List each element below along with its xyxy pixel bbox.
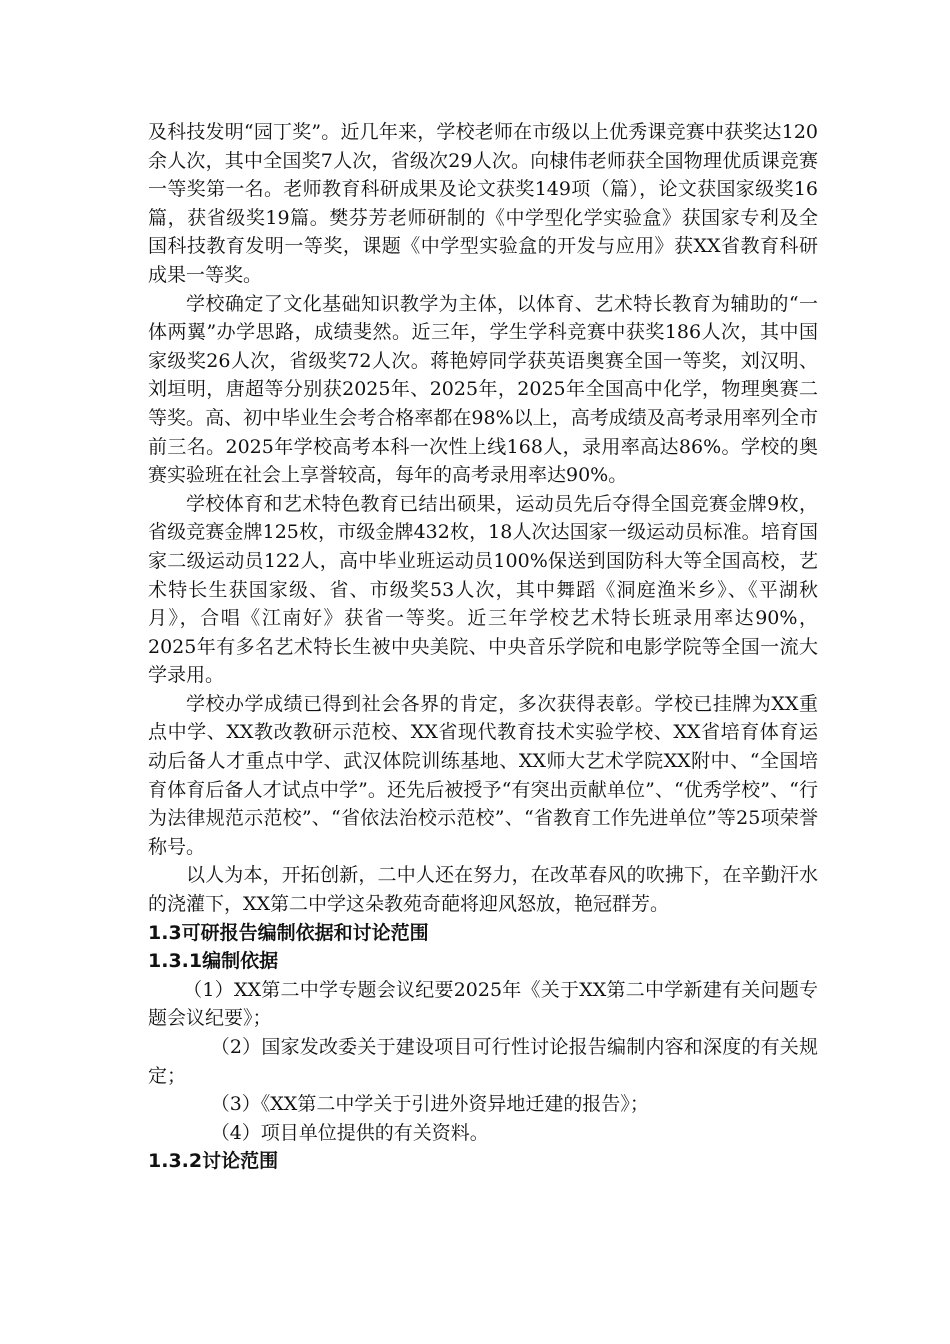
body-paragraph-sports-arts: 学校体育和艺术特色教育已结出硕果，运动员先后夺得全国竞赛金牌9枚，省级竞赛金牌125枚，市级金牌432枚，18人次达国家一级运动员标准。培育国家二级运动员122人，高中毕业班运动员100%保送到国防科大等全国高校，艺术特长生获国家级、省、市级奖53人次，其中舞蹈《洞庭渔米乡》、《平湖秋月》，合唱《江南好》获省一等奖。近三年学校艺术特长班录用率达90%，2025年有多名艺术特长生被中央美院、中央音乐学院和电影学院等全国一流大学录用。 (148, 492, 818, 687)
body-paragraph-outlook: 以人为本，开拓创新，二中人还在努力，在改革春风的吹拂下，在辛勤汗水的浇灌下，XX第二中学这朵教苑奇葩将迎风怒放，艳冠群芳。 (148, 864, 818, 916)
body-paragraph-awards: 及科技发明“园丁奖”。近几年来，学校老师在市级以上优秀课竞赛中获奖达120余人次，其中全国奖7人次，省级次29人次。向棣伟老师获全国物理优质课竞赛一等奖第一名。老师教育科研成果及论文获奖149项（篇），论文获国家级奖16篇，获省级奖19篇。樊芬芳老师研制的《中学型化学实验盒》获国家专利及全国科技教育发明一等奖，课题《中学型实验盒的开发与应用》获XX省教育科研成果一等奖。 (148, 121, 818, 286)
subsection-heading-scope: 1.3.2讨论范围 (148, 1150, 279, 1173)
subsection-heading-basis: 1.3.1编制依据 (148, 950, 279, 973)
body-paragraph-honors: 学校办学成绩已得到社会各界的肯定，多次获得表彰。学校已挂牌为XX重点中学、XX教改教研示范校、XX省现代教育技术实验学校、XX省培育体育运动后备人才重点中学、武汉体院训练基地、XX师大艺术学院XX附中、“全国培育体育后备人才试点中学”。还先后被授予“有突出贡献单位”、“优秀学校”、“行为法律规范示范校”、“省依法治校示范校”、“省教育工作先进单位”等25项荣誉称号。 (148, 692, 818, 858)
basis-list-item: （1）XX第二中学专题会议纪要2025年《关于XX第二中学新建有关问题专题会议纪要》； (148, 978, 818, 1030)
body-paragraph-teaching-approach: 学校确定了文化基础知识教学为主体，以体育、艺术特长教育为辅助的“一体两翼”办学思路，成绩斐然。近三年，学生学科竞赛中获奖186人次，其中国家级奖26人次，省级奖72人次。蒋艳婷同学获英语奥赛全国一等奖，刘汉明、刘垣明，唐超等分别获2025年、2025年，2025年全国高中化学，物理奥赛二等奖。高、初中毕业生会考合格率都在98%以上，高考成绩及高考录用率列全市前三名。2025年学校高考本科一次性上线168人，录用率高达86%。学校的奥赛实验班在社会上享誉较高，每年的高考录用率达90%。 (148, 292, 818, 487)
basis-list-item: （3）《XX第二中学关于引进外资异地迁建的报告》； (210, 1093, 649, 1116)
basis-list-item: （4）项目单位提供的有关资料。 (210, 1121, 489, 1144)
document-body (148, 118, 818, 1176)
section-heading: 1.3可研报告编制依据和讨论范围 (148, 921, 429, 944)
basis-list-item: （2）国家发改委关于建设项目可行性讨论报告编制内容和深度的有关规定； (148, 1036, 818, 1087)
